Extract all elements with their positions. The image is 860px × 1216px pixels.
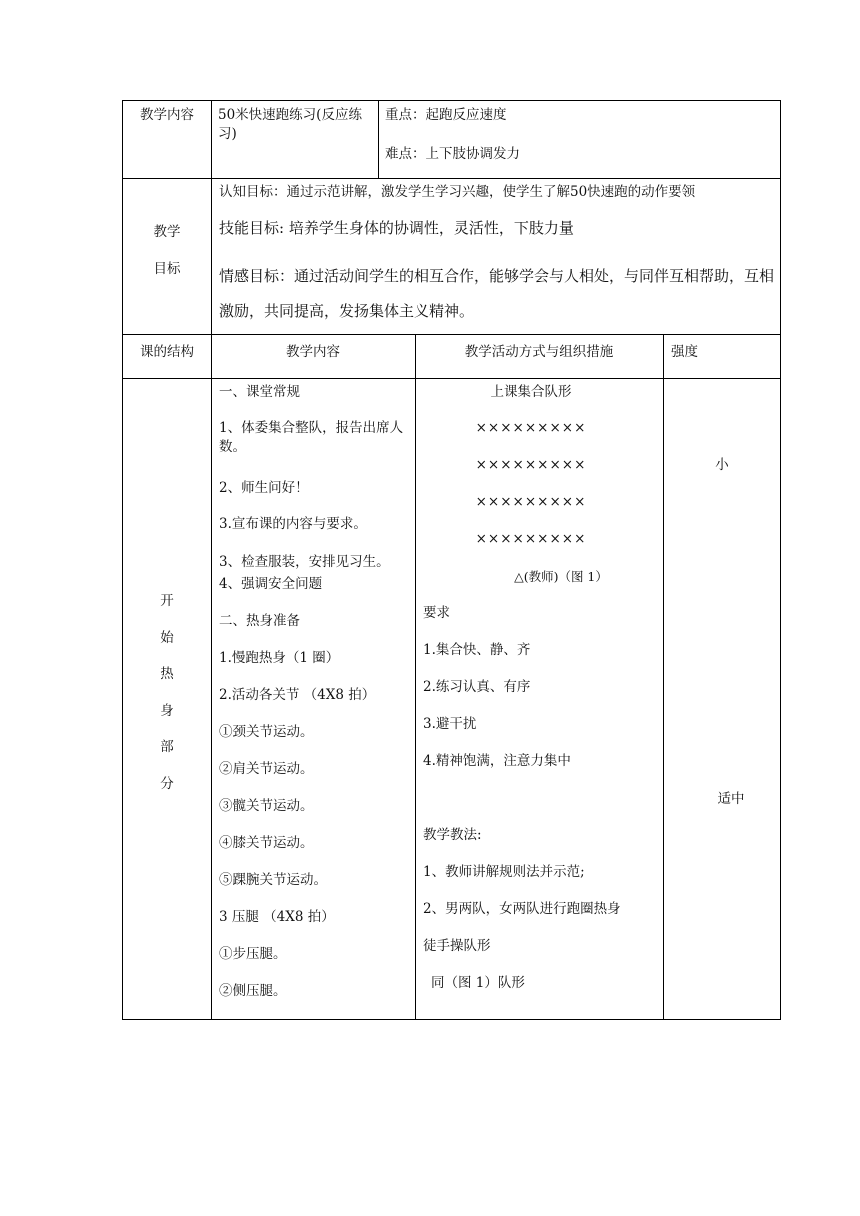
teaching-goal-label-1: 教学 (153, 224, 181, 240)
section-label-char: 身 (160, 703, 174, 719)
requirement-item: 2.练习认真、有序 (423, 679, 531, 695)
border-row2-bottom (122, 334, 781, 335)
border-bottom (122, 1019, 781, 1020)
formation-row: ××××××××× (475, 457, 587, 473)
lesson-topic: 50米快速跑练习(反应练习) (218, 107, 362, 142)
header-methods: 教学活动方式与组织措施 (464, 344, 614, 360)
requirements-title: 要求 (423, 605, 450, 621)
header-intensity: 强度 (671, 344, 698, 360)
method-item: 徒手操队形 (423, 938, 491, 954)
border-header-bottom (122, 378, 781, 379)
method-item: 2、男两队，女两队进行跑圈热身 (423, 901, 621, 917)
border-row1-mid (378, 100, 379, 179)
border-row1-bottom (122, 178, 781, 179)
border-right (780, 100, 781, 1020)
teaching-goal-label-2: 目标 (153, 261, 181, 277)
content-line: 2.活动各关节 （4X8 拍） (219, 687, 376, 703)
content-line: 1、体委集合整队，报告出席人数。 (219, 420, 404, 455)
border-top (122, 100, 781, 101)
content-line: 3、检查服装，安排见习生。 (219, 554, 390, 570)
content-line: 一、课堂常规 (219, 384, 300, 400)
content-line: ①步压腿。 (219, 946, 287, 962)
cognitive-goal: 认知目标：通过示范讲解，激发学生学习兴趣，使学生了解50快速跑的动作要领 (219, 184, 696, 200)
content-line: ⑤踝腕关节运动。 (219, 872, 327, 888)
formation-row: ××××××××× (475, 531, 587, 547)
section-label-char: 分 (160, 776, 174, 792)
intensity-moderate: 适中 (717, 791, 745, 807)
method-item: 1、教师讲解规则法并示范; (423, 864, 585, 880)
method-item: 同（图 1）队形 (431, 975, 525, 991)
intensity-low: 小 (715, 457, 729, 473)
key-point: 重点：起跑反应速度 (385, 107, 507, 123)
content-line: ②侧压腿。 (219, 983, 287, 999)
content-line: 3 压腿 （4X8 拍） (219, 909, 335, 925)
section-label-char: 开 (160, 593, 174, 609)
formation-title: 上课集合队形 (490, 384, 572, 400)
difficult-point: 难点：上下肢协调发力 (385, 146, 520, 162)
content-line: 2、师生问好！ (219, 480, 309, 496)
header-content: 教学内容 (286, 344, 340, 360)
section-label-char: 热 (160, 666, 174, 682)
requirement-item: 1.集合快、静、齐 (423, 642, 531, 658)
skill-goal: 技能目标: 培养学生身体的协调性，灵活性，下肢力量 (219, 219, 574, 237)
content-line: 二、热身准备 (219, 613, 300, 629)
border-col3 (663, 334, 664, 1020)
formation-row: ××××××××× (475, 494, 587, 510)
content-line: 3.宣布课的内容与要求。 (219, 516, 367, 532)
teacher-mark: △(教师)（图 1） (514, 569, 608, 584)
emotion-goal: 情感目标：通过活动间学生的相互合作，能够学会与人相处，与同伴互相帮助，互相激励，共同提高，发扬集体主义精神。 (219, 267, 775, 320)
formation-row: ××××××××× (475, 420, 587, 436)
content-line: ②肩关节运动。 (219, 761, 314, 777)
section-label-char: 部 (160, 739, 174, 755)
section-label-char: 始 (160, 630, 174, 646)
content-line: ④膝关节运动。 (219, 835, 314, 851)
content-line: ③髋关节运动。 (219, 798, 314, 814)
content-line: 1.慢跑热身（1 圈） (219, 650, 340, 666)
teaching-content-label: 教学内容 (140, 107, 194, 123)
method-title: 教学教法: (423, 827, 482, 843)
content-line: ①颈关节运动。 (219, 724, 314, 740)
header-structure: 课的结构 (140, 344, 194, 360)
requirement-item: 4.精神饱满，注意力集中 (423, 753, 571, 769)
requirement-item: 3.避干扰 (423, 716, 477, 732)
content-line: 4、强调安全问题 (219, 576, 323, 592)
